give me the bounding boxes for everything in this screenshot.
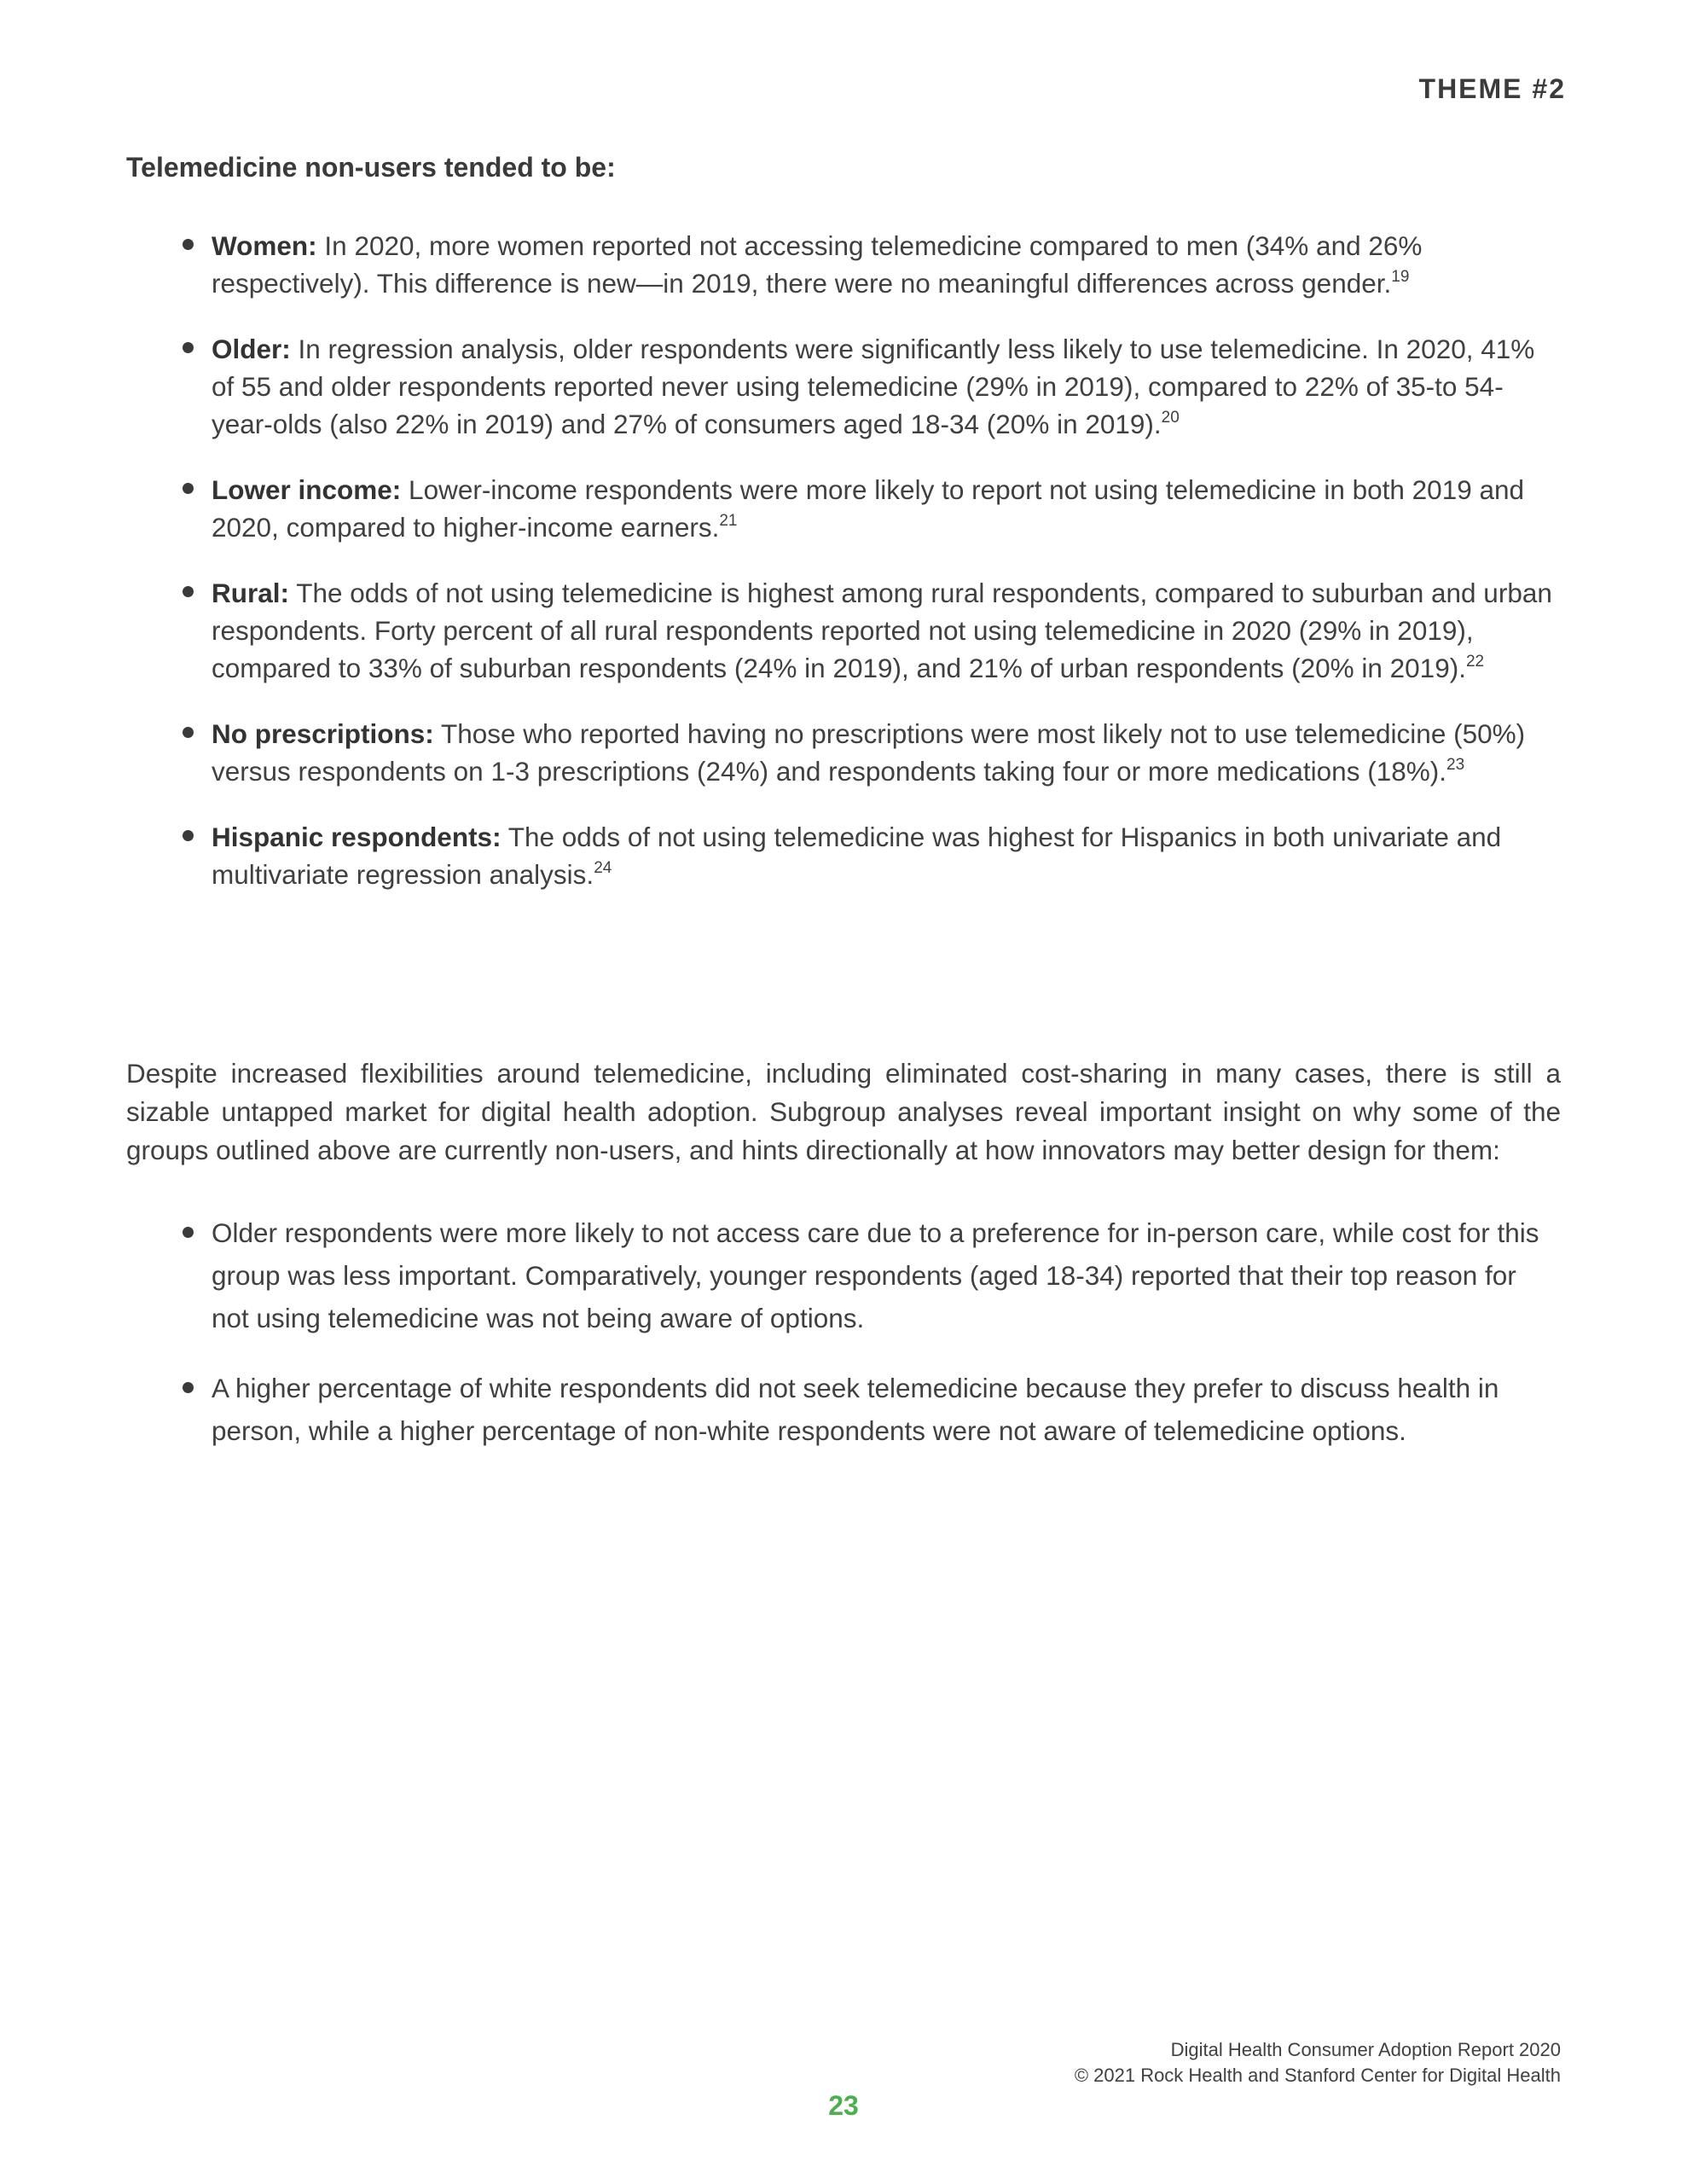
item-label: Lower income: bbox=[212, 474, 402, 505]
item-text: A higher percentage of white respondents did not seek telemedicine because they prefer to discuss health in person, while a higher percentage of non-white respondents were not aware of telemedicine options. bbox=[212, 1373, 1499, 1446]
bullet-icon bbox=[183, 727, 194, 738]
insights-list bbox=[183, 1211, 1556, 1479]
section-heading: Telemedicine non-users tended to be: bbox=[126, 152, 616, 183]
item-text: Lower-income respondents were more likely to report not using telemedicine in both 2019 and 2020, compared to higher-income earners. bbox=[212, 474, 1525, 543]
footer-report-title: Digital Health Consumer Adoption Report 2020 bbox=[1170, 2039, 1561, 2060]
non-user-groups-list bbox=[183, 227, 1556, 921]
item-text: In regression analysis, older respondents were significantly less likely to use telemedicine. In 2020, 41% of 55 and older respondents reported never using telemedicine (29% in 2019), compared to 22% of 35-to 54-year-olds (also 22% in 2019) and 27% of consumers aged 18-34 (20% in 2019). bbox=[212, 334, 1535, 439]
footnote-ref: 22 bbox=[1465, 652, 1485, 671]
item-text: Older respondents were more likely to not access care due to a preference for in-person care, while cost for this group was less important. Comparatively, younger respondents (aged 18-34) reported that their top reason for not using telemedicine was not being aware of options. bbox=[212, 1217, 1539, 1333]
list-item bbox=[183, 1367, 1556, 1452]
theme-label: THEME #2 bbox=[1418, 73, 1566, 104]
bullet-icon bbox=[183, 1227, 194, 1238]
list-item bbox=[183, 330, 1556, 443]
bullet-icon bbox=[183, 586, 194, 597]
item-label: Older: bbox=[212, 334, 291, 364]
item-text: Those who reported having no prescriptions were most likely not to use telemedicine (50%) versus respondents on 1-3 prescriptions (24%) and respondents taking four or more medications (18%). bbox=[212, 718, 1526, 787]
list-item bbox=[183, 471, 1556, 546]
bullet-icon bbox=[183, 830, 194, 841]
bullet-icon bbox=[183, 1382, 194, 1393]
item-text: The odds of not using telemedicine is highest among rural respondents, compared to suburban and urban respondents. Forty percent of all rural respondents reported not using telemedicine in 2020 (29% in 2019), compared to 33% of suburban respondents (24% in 2019), and 21% of urban respondents (20% in 2019). bbox=[212, 578, 1552, 683]
footnote-ref: 23 bbox=[1446, 755, 1465, 774]
item-label: Women: bbox=[212, 230, 317, 261]
body-paragraph: Despite increased flexibilities around telemedicine, including eliminated cost-sharing in many cases, there is still a sizable untapped market for digital health adoption. Subgroup analyses reveal important insight on why some of the groups outlined above are currently non-users, and hints directionally at how innovators may better design for them: bbox=[126, 1058, 1561, 1165]
list-item bbox=[183, 227, 1556, 302]
bullet-icon bbox=[183, 239, 194, 250]
item-label: Rural: bbox=[212, 578, 290, 608]
item-text: In 2020, more women reported not accessing telemedicine compared to men (34% and 26% respectively). This difference is new—in 2019, there were no meaningful differences across gender. bbox=[212, 230, 1423, 299]
list-item bbox=[183, 818, 1556, 893]
footer-copyright: © 2021 Rock Health and Stanford Center for Digital Health bbox=[1074, 2065, 1561, 2086]
footnote-ref: 19 bbox=[1391, 267, 1410, 286]
footnote-ref: 21 bbox=[719, 511, 738, 530]
item-text: The odds of not using telemedicine was highest for Hispanics in both univariate and multivariate regression analysis. bbox=[212, 822, 1502, 890]
list-item bbox=[183, 715, 1556, 790]
footnote-ref: 24 bbox=[594, 858, 612, 877]
item-label: Hispanic respondents: bbox=[212, 822, 501, 852]
list-item bbox=[183, 574, 1556, 687]
bullet-icon bbox=[183, 342, 194, 353]
bullet-icon bbox=[183, 483, 194, 494]
page-number: 23 bbox=[828, 2090, 859, 2121]
item-label: No prescriptions: bbox=[212, 718, 434, 749]
footnote-ref: 20 bbox=[1161, 408, 1180, 427]
footer bbox=[1075, 2037, 1561, 2088]
list-item bbox=[183, 1211, 1556, 1339]
